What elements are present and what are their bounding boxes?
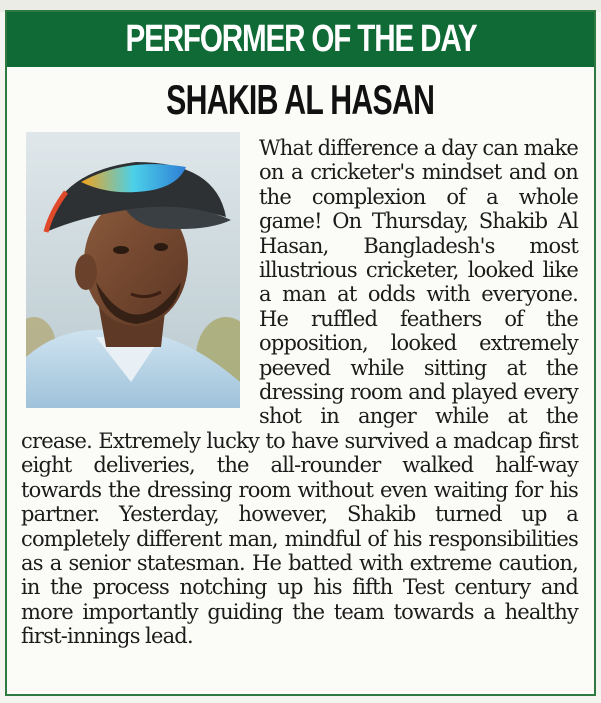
headline-text: SHAKIB AL HASAN bbox=[166, 76, 435, 123]
article-box bbox=[5, 10, 596, 696]
section-banner bbox=[7, 12, 594, 67]
article-paragraph: What difference a day can make on a cricketer's mindset and on the complexion of a whole game! On Thursday, Shakib Al Hasan, Bangladesh's most illustrious cricketer, looked like a man at odds with everyone. He ruffled feathers of the opposition, looked extremely peeved while sitting at the dressing room and played every shot in anger while at the crease. Extremely lucky to have survived a madcap first eight deliveries, the all-rounder walked half-way towards the dressing room without even waiting for his partner. Yesterday, however, Shakib turned up a completely different man, mindful of his responsibilities as a senior statesman. He batted with extreme caution, in the process notching up his fifth Test century and more importantly guiding the team towards a healthy first-innings lead. bbox=[21, 136, 578, 649]
article-body bbox=[7, 136, 594, 649]
photo-text-wrap bbox=[21, 136, 253, 416]
headline bbox=[7, 74, 594, 126]
section-title: PERFORMER OF THE DAY bbox=[124, 18, 476, 60]
